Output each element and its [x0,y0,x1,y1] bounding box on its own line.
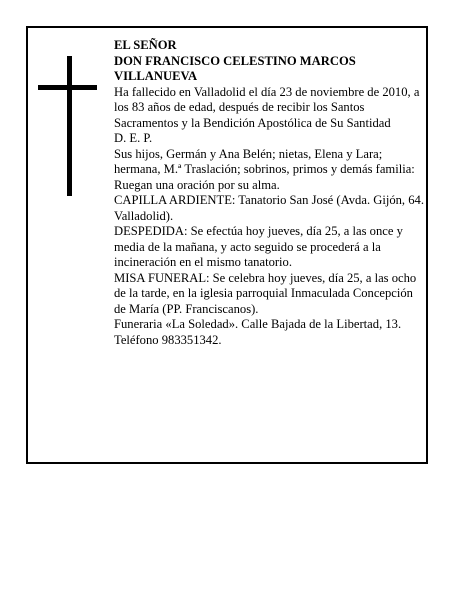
prayer-request: Ruegan una oración por su alma. [114,177,280,192]
rip-text: D. E. P. [114,131,153,145]
deceased-name: DON FRANCISCO CELESTINO MARCOS VILLANUEVA [114,53,356,83]
mass-info: MISA FUNERAL: Se celebra hoy jueves, día 25, a las ocho de la tarde, en la iglesia parroquial Inmaculada Concepción de María (PP. Franciscanos). [114,270,417,316]
title-line-1: EL SEÑOR [114,38,177,52]
cross-icon-crossbar [38,85,97,90]
death-notice: Ha fallecido en Valladolid el día 23 de noviembre de 2010, a los 83 años de edad, después de recibir los Santos Sacramentos y la Bendición Apostólica de Su Santidad [114,84,420,130]
funeral-home-info: Funeraria «La Soledad». Calle Bajada de la Libertad, 13. Teléfono 983351342. [114,317,402,347]
chapel-info: CAPILLA ARDIENTE: Tanatorio San José (Avda. Gijón, 64. Valladolid). [114,193,424,223]
farewell-info: DESPEDIDA: Se efectúa hoy jueves, día 25, a las once y media de la mañana, y acto seguido se procederá a la incineración en el mismo tanatorio. [114,224,403,269]
family-list: Sus hijos, Germán y Ana Belén; nietas, Elena y Lara; hermana, M.ª Traslación; sobrinos, primos y demás familia: [114,146,415,176]
cross-icon [67,56,72,196]
obituary-text [114,38,426,348]
